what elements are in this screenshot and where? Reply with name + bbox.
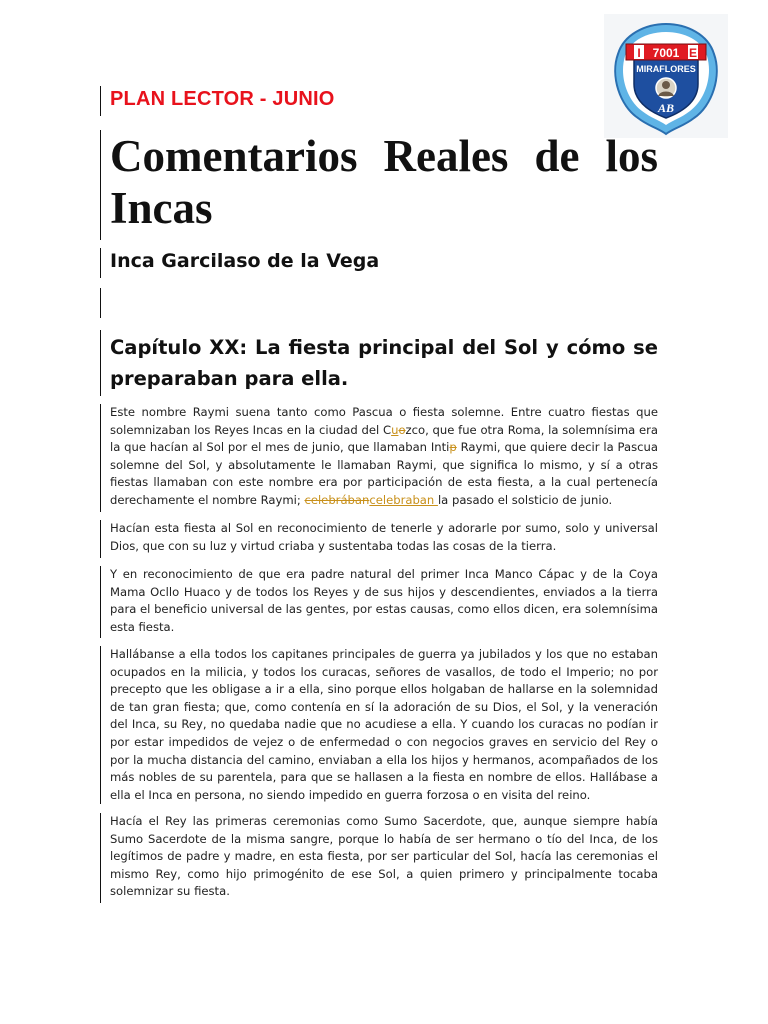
plan-lector-heading: PLAN LECTOR - JUNIO bbox=[110, 88, 335, 110]
revision-bar bbox=[100, 520, 101, 558]
author-name: Inca Garcilaso de la Vega bbox=[110, 250, 380, 272]
paragraph-text: Este nombre Raymi suena tanto como Pascua o fiesta solemne. Entre cuatro fiestas que solemnizaban los Reyes Incas en la ciudad del Cuozco, que fue otra Roma, la solemnísima era la que hacían al Sol por el mes de junio, que llamaban Intip Raymi, que quiere decir la Pascua solemne del Sol, y absolutamente le llamaban Raymi, que significa lo mismo, y sí a otras fiestas llamaban con este nombre era por participación de esta fiesta, a la cual pertenecía derechamente el nombre Raymi; celebrábancelebraban la pasado el solsticio de junio. bbox=[110, 405, 659, 507]
document-title: Comentarios Reales de los Incas bbox=[110, 131, 658, 233]
paragraph-4 bbox=[102, 646, 662, 804]
paragraph-text: Hallábanse a ella todos los capitanes principales de guerra ya jubilados y los que no estaban ocupados en la milicia, y todos los curacas, señores de vasallos, de todo el Imperio; no por precepto que les obligase a ir a ella, sino porque ellos holgaban de hallarse en la solemnidad de tan gran fiesta; que, como contenía en sí la adoración de su Dios, el Sol, y la veneración del Inca, su Rey, no quedaba nadie que no acudiese a ella. Y cuando los curacas no podían ir por estar impedidos de vejez o de enfermedad o con negocios graves en servicio del Rey o por la mucha distancia del camino, enviaban a ella los hijos y hermanos, acompañados de los más nobles de su parentela, para que se hallasen a la fiesta en nombre de ellos. Hallábase a ella el Inca en persona, no siendo impedido en guerra forzosa o en visita del reino. bbox=[110, 647, 658, 802]
chapter-heading: Capítulo XX: La fiesta principal del Sol y cómo se preparaban para ella. bbox=[110, 336, 658, 390]
logo-letter-right: E bbox=[688, 46, 698, 60]
logo-number: 7001 bbox=[652, 46, 680, 60]
tracked-deletion: celebrában bbox=[304, 492, 370, 507]
logo-letter-left: I bbox=[637, 46, 641, 60]
paragraph-text: Hacían esta fiesta al Sol en reconocimiento de tenerle y adorarle por sumo, solo y universal Dios, que con su luz y virtud criaba y sustentaba todas las cosas de la tierra. bbox=[110, 521, 658, 553]
revision-bar bbox=[100, 813, 101, 903]
revision-bar bbox=[100, 646, 101, 804]
revision-bar bbox=[100, 288, 101, 318]
title-block bbox=[102, 130, 662, 240]
paragraph-text: Hacía el Rey las primeras ceremonias como Sumo Sacerdote, que, aunque siempre había Sumo Sacerdote de la misma sangre, porque lo había de ser hermano o tío del Inca, de los legítimos de padre y madre, en esta fiesta, por ser particular del Sol, hacía las ceremonias el mismo Rey, como hijo primogénito de ese Sol, a quien primero y principalmente tocaba solemnizar su fiesta. bbox=[110, 814, 658, 899]
paragraph-5 bbox=[102, 813, 662, 903]
author-block bbox=[102, 248, 662, 278]
tracked-insertion: celebraban bbox=[369, 492, 438, 507]
tracked-deletion: p bbox=[449, 440, 457, 455]
paragraph-3 bbox=[102, 566, 662, 638]
revision-bar bbox=[100, 86, 101, 116]
revision-bar bbox=[100, 248, 101, 278]
paragraph-1 bbox=[102, 404, 662, 512]
logo-school-name: MIRAFLORES bbox=[636, 64, 696, 74]
tracked-insertion: u bbox=[391, 422, 399, 437]
school-logo bbox=[604, 14, 728, 138]
paragraph-text: Y en reconocimiento de que era padre natural del primer Inca Manco Cápac y de la Coya Mama Ocllo Huaco y de todos los Reyes y de sus hijos y descendientes, enviados a la tierra para el beneficio universal de las gentes, por estas causas, como ellos dicen, era solemnísima esta fiesta. bbox=[110, 567, 658, 634]
paragraph-2 bbox=[102, 520, 662, 558]
revision-bar bbox=[100, 566, 101, 638]
empty-paragraph bbox=[102, 288, 662, 318]
tracked-deletion: o bbox=[398, 422, 406, 437]
revision-bar bbox=[100, 404, 101, 512]
revision-bar bbox=[100, 130, 101, 240]
chapter-block bbox=[102, 330, 662, 396]
plan-lector-block bbox=[102, 86, 662, 116]
revision-bar bbox=[100, 330, 101, 396]
logo-initials: AB bbox=[657, 101, 675, 115]
